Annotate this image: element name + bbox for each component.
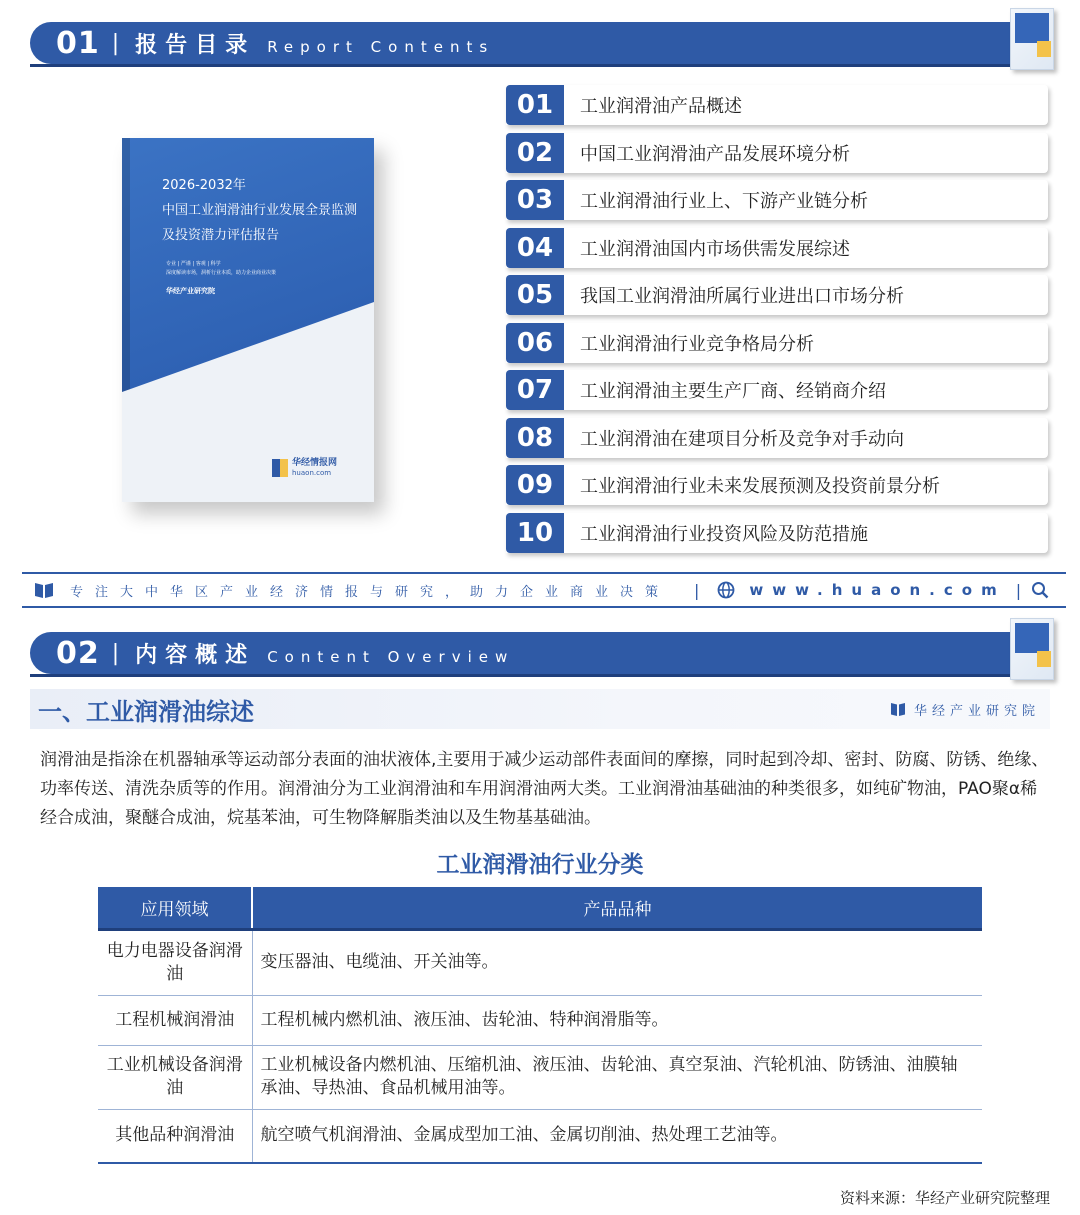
table-cell-products: 航空喷气机润滑油、金属成型加工油、金属切削油、热处理工艺油等。	[252, 1109, 982, 1163]
slogan-text: 专注大中华区产业经济情报与研究，助力企业商业决策	[70, 584, 671, 600]
toc-number: 04	[506, 228, 564, 268]
section-header-content-overview	[30, 632, 1010, 674]
mini-report-book-icon	[1010, 618, 1054, 680]
book-publisher: 华经产业研究院	[166, 287, 215, 295]
table-cell-field: 工程机械润滑油	[98, 995, 252, 1045]
column-header: 产品品种	[252, 887, 982, 929]
table-cell-products: 工业机械设备内燃机油、压缩机油、液压油、齿轮油、真空泵油、汽轮机油、防锈油、油膜轴承油、导热油、食品机械用油等。	[252, 1045, 982, 1109]
toc-label: 中国工业润滑油产品发展环境分析	[580, 143, 850, 165]
toc-label: 工业润滑油行业未来发展预测及投资前景分析	[580, 476, 940, 497]
section-title-en: Content Overview	[267, 648, 515, 666]
toc-number: 10	[506, 513, 564, 553]
toc-item[interactable]	[506, 418, 1048, 458]
mini-report-book-icon	[1010, 8, 1054, 70]
toc-item[interactable]	[506, 465, 1048, 505]
toc-label: 工业润滑油产品概述	[580, 96, 742, 117]
toc-item[interactable]	[506, 275, 1048, 315]
table-cell-products: 工程机械内燃机油、液压油、齿轮油、特种润滑脂等。	[252, 995, 982, 1045]
body-paragraph: 润滑油是指涂在机器轴承等运动部分表面的油状液体,主要用于减少运动部件表面间的摩擦，同时起到冷却、密封、防腐、防锈、绝缘、功率传送、清洗杂质等的作用。润滑油分为工业润滑油和车用润滑油两大类。工业润滑油基础油的种类很多，如纯矿物油，PAO聚α稀经合成油，聚醚合成油，烷基苯油，可生物降解脂类油以及生物基基础油。	[40, 750, 1049, 828]
org-label	[890, 700, 1040, 719]
slogan-separator: |	[694, 580, 700, 600]
subsection-bar	[30, 689, 1050, 729]
table-cell-products: 变压器油、电缆油、开关油等。	[252, 929, 982, 995]
toc-label: 工业润滑油在建项目分析及竞争对手动向	[580, 428, 904, 450]
book-logo-name: 华经情报网	[292, 458, 338, 468]
section-title-cn: 报告目录	[135, 32, 256, 58]
book-logo-url: huaon.com	[292, 469, 332, 477]
section-title-en: Report Contents	[267, 38, 495, 56]
toc-label: 工业润滑油国内市场供需发展综述	[580, 238, 850, 260]
book-icon	[34, 581, 54, 599]
book-logo	[272, 458, 337, 478]
toc-label: 我国工业润滑油所属行业进出口市场分析	[580, 286, 904, 307]
table-cell-field: 工业机械设备润滑油	[98, 1045, 252, 1109]
classification-table	[98, 887, 982, 1164]
toc-item[interactable]	[506, 85, 1048, 125]
slogan-separator: |	[1015, 580, 1022, 600]
toc-label: 工业润滑油行业竞争格局分析	[580, 333, 814, 355]
section-title-cn: 内容概述	[135, 642, 256, 668]
huaon-logo-icon	[272, 459, 288, 477]
book-year: 2026-2032年	[162, 178, 246, 193]
toc-label: 工业润滑油主要生产厂商、经销商介绍	[580, 381, 886, 402]
toc-number: 02	[506, 133, 564, 173]
toc-item[interactable]	[506, 133, 1048, 173]
toc-number: 07	[506, 370, 564, 410]
table-row	[98, 1109, 982, 1163]
book-title: 中国工业润滑油行业发展全景监测及投资潜力评估报告	[162, 203, 358, 243]
table-row	[98, 995, 982, 1045]
toc-number: 03	[506, 180, 564, 220]
report-book-cover	[122, 138, 374, 502]
toc-item[interactable]	[506, 228, 1048, 268]
toc-number: 05	[506, 275, 564, 315]
toc-number: 08	[506, 418, 564, 458]
table-cell-field: 其他品种润滑油	[98, 1109, 252, 1163]
section-number: 02	[56, 635, 100, 671]
table-cell-field: 电力电器设备润滑油	[98, 929, 252, 995]
search-icon[interactable]	[1031, 581, 1049, 599]
table-of-contents	[506, 85, 1048, 560]
toc-item[interactable]	[506, 513, 1048, 553]
toc-number: 06	[506, 323, 564, 363]
book-tags: 专业 | 严谨 | 客观 | 科学	[166, 261, 221, 267]
table-row	[98, 1045, 982, 1109]
toc-number: 09	[506, 465, 564, 505]
section-separator: |	[111, 30, 120, 56]
table-title: 工业润滑油行业分类	[436, 852, 644, 878]
toc-item[interactable]	[506, 180, 1048, 220]
toc-item[interactable]	[506, 370, 1048, 410]
book-icon	[890, 701, 906, 717]
globe-icon	[717, 581, 735, 599]
toc-number: 01	[506, 85, 564, 125]
org-name: 华经产业研究院	[913, 703, 1040, 719]
section-number: 01	[56, 25, 100, 61]
section-header-report-contents	[30, 22, 1010, 64]
column-header: 应用领域	[98, 887, 252, 929]
table-header-row	[98, 887, 982, 929]
toc-label: 工业润滑油行业投资风险及防范措施	[580, 523, 868, 545]
subsection-title: 一、工业润滑油综述	[38, 697, 254, 726]
website-link[interactable]: www.huaon.com	[749, 581, 1006, 599]
data-source-note: 资料来源：华经产业研究院整理	[839, 1189, 1050, 1207]
table-row	[98, 929, 982, 995]
toc-item[interactable]	[506, 323, 1048, 363]
book-description: 深度解读市场，洞析行业本质，助力企业商业决策	[166, 270, 277, 276]
slogan-bar	[22, 572, 1066, 608]
toc-label: 工业润滑油行业上、下游产业链分析	[580, 191, 868, 212]
section-separator: |	[111, 640, 120, 666]
